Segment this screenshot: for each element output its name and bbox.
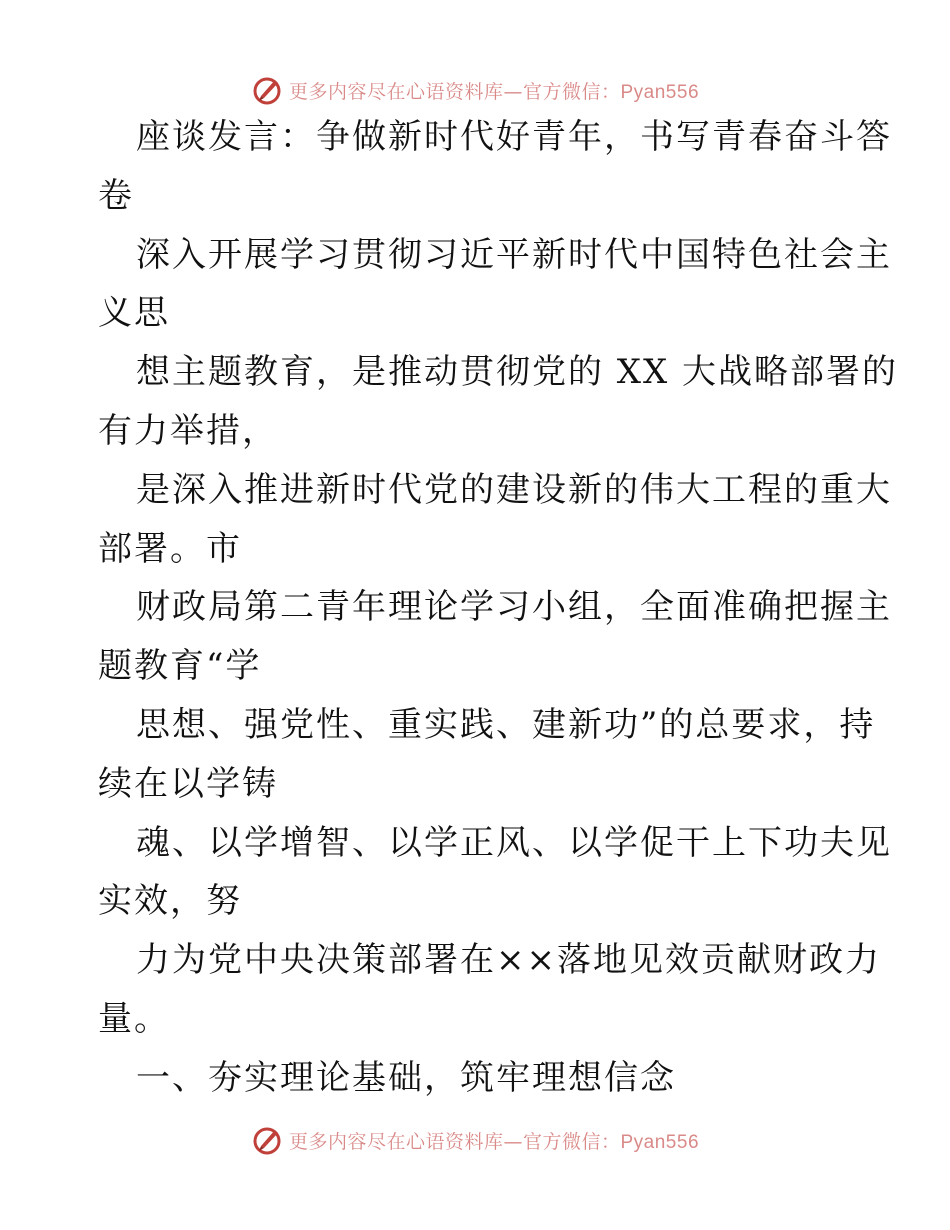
document-line: 部署。市	[98, 528, 242, 569]
document-line: 财政局第二青年理论学习小组，全面准确把握主	[136, 587, 892, 628]
document-line: 想主题教育，是推动贯彻党的 XX 大战略部署的	[136, 352, 899, 393]
document-line: 题教育“学	[98, 646, 262, 687]
document-line: 思想、强党性、重实践、建新功”的总要求，持	[136, 705, 876, 745]
document-line: 深入开展学习贯彻习近平新时代中国特色社会主	[136, 234, 892, 275]
document-line: 有力举措，	[98, 411, 278, 451]
watermark-text: 更多内容尽在心语资料库—官方微信：Pyan556	[288, 80, 700, 103]
document-line: 座谈发言：争做新时代好青年，书写青春奋斗答	[136, 117, 892, 157]
document-line: 力为党中央决策部署在××落地见效贡献财政力	[136, 940, 881, 981]
document-line: 续在以学铸	[98, 763, 278, 804]
document-line: 魂、以学增智、以学正风、以学促干上下功夫见	[136, 822, 892, 863]
watermark-text: 更多内容尽在心语资料库—官方微信：Pyan556	[288, 1130, 700, 1153]
header-watermark	[0, 70, 950, 110]
document-line: 量。	[98, 999, 170, 1039]
document-line: 一、夯实理论基础，筑牢理想信念	[136, 1057, 676, 1098]
quill-pen-logo-icon	[251, 1124, 283, 1156]
document-line: 是深入推进新时代党的建设新的伟大工程的重大	[136, 469, 892, 510]
document-line: 卷	[98, 175, 134, 216]
footer-watermark	[0, 1120, 950, 1160]
document-line: 实效，努	[98, 881, 242, 922]
document-line: 义思	[98, 293, 170, 334]
quill-pen-logo-icon	[251, 74, 283, 106]
